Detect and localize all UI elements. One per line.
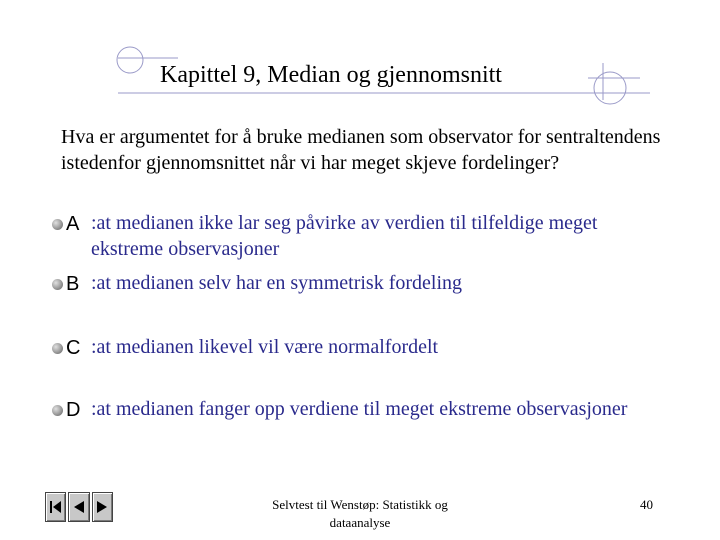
option-text: :at medianen selv har en symmetrisk fordeling [91, 272, 463, 294]
previous-slide-icon [71, 498, 87, 516]
slide-navigation [45, 492, 115, 522]
next-slide-icon [94, 498, 110, 516]
footer-text: Selvtest til Wenstøp: Statistikk og dataanalyse [272, 497, 448, 530]
bullet-icon [52, 405, 63, 416]
option-letter: B [66, 273, 80, 295]
option-text: :at medianen likevel vil være normalfordelt [91, 336, 439, 358]
bullet-icon [52, 219, 63, 230]
first-slide-button[interactable] [45, 492, 66, 522]
option-text: :at medianen ikke lar seg påvirke av verdien til tilfeldige meget ekstreme observasjoner [91, 212, 598, 260]
question-text: Hva er argumentet for å bruke medianen som observator for sentraltendens istedenfor gjennomsnittet når vi har meget skjeve fordelinger? [61, 126, 661, 174]
previous-slide-button[interactable] [68, 492, 89, 522]
slide-title: Kapittel 9, Median og gjennomsnitt [160, 62, 502, 88]
option-letter: D [66, 399, 81, 421]
option-letter: A [66, 213, 80, 235]
page-number: 40 [640, 497, 653, 512]
option-text: :at medianen fanger opp verdiene til meget ekstreme observasjoner [91, 398, 628, 420]
option-letter: C [66, 337, 81, 359]
bullet-icon [52, 279, 63, 290]
next-slide-button[interactable] [92, 492, 113, 522]
first-slide-icon [48, 498, 64, 516]
bullet-icon [52, 343, 63, 354]
